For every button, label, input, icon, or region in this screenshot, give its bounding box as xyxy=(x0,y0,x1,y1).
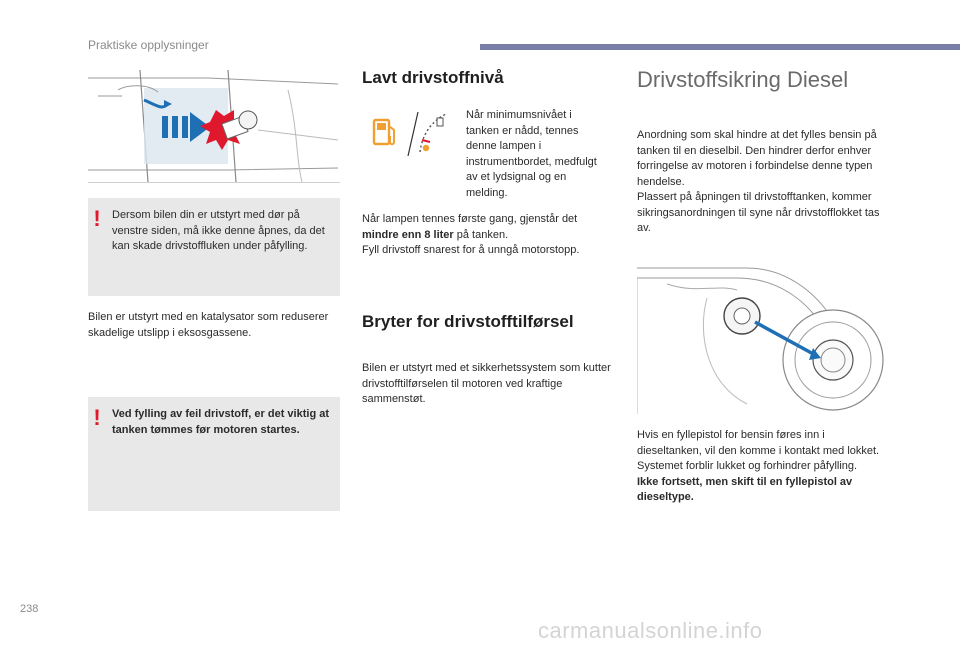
first-lit-text xyxy=(362,212,612,259)
diesel-guard-para1: Anordning som skal hindre at det fylles bensin på tanken til en dieselbil. Den hindrer derfor enhver forringelse av motoren i forbindelse denne typen hendelse. xyxy=(637,129,877,188)
fuel-gauge-icon xyxy=(420,114,446,152)
door-warning-box xyxy=(88,198,340,296)
watermark: carmanualsonline.info xyxy=(538,618,763,643)
remaining-liters: mindre enn 8 liter xyxy=(362,228,454,241)
wrong-fuel-warning-box xyxy=(88,397,340,511)
warning-exclamation-icon: ! xyxy=(93,206,101,231)
diesel-filler-illustration xyxy=(637,264,889,414)
petrol-nozzle-text xyxy=(637,428,889,506)
petrol-nozzle-para: Hvis en fyllepistol for bensin føres inn i dieseltanken, vil den komme i kontakt med lokket. Systemet forblir lukket og forhindrer påfylling. xyxy=(637,429,880,472)
wrong-fuel-warning-text: Ved fylling av feil drivstoff, er det viktig at tanken tømmes før motoren startes. xyxy=(112,408,329,436)
diesel-guard-heading: Drivstoffsikring Diesel xyxy=(637,67,849,92)
diesel-guard-description xyxy=(637,128,889,237)
fuel-cutoff-heading: Bryter for drivstofftilførsel xyxy=(362,312,574,331)
warning-exclamation-icon: ! xyxy=(93,405,101,430)
first-lit-b: på tanken. xyxy=(453,228,509,241)
diesel-guard-para2: Plassert på åpningen til drivstofftanken, kommer sikringsanordningen til syne når drivstofflokket tas av. xyxy=(637,191,880,234)
lamp-description: Når minimumsnivået i tanken er nådd, tennes denne lampen i instrumentbordet, medfulgt av et lydsignal og en melding. xyxy=(466,109,597,199)
low-fuel-lamp-icons xyxy=(370,108,452,166)
section-title: Praktiske opplysninger xyxy=(88,38,209,52)
use-diesel-nozzle-note: Ikke fortsett, men skift til en fyllepistol av dieseltype. xyxy=(637,475,853,503)
fuel-pump-icon xyxy=(374,120,394,144)
refill-advice: Fyll drivstoff snarest for å unngå motorstopp. xyxy=(362,244,580,256)
page-number: 238 xyxy=(20,603,39,615)
low-fuel-heading: Lavt drivstoffnivå xyxy=(362,68,504,87)
fuel-door-illustration xyxy=(88,70,340,183)
door-warning-text: Dersom bilen din er utstyrt med dør på venstre siden, må ikke denne åpnes, da det kan skade drivstoffluken under påfylling. xyxy=(112,209,325,252)
fuel-cutoff-text: Bilen er utstyrt med et sikkerhetssystem som kutter drivstofftilførselen til motoren ved kraftige sammenstøt. xyxy=(362,362,611,405)
catalyst-text: Bilen er utstyrt med en katalysator som reduserer skadelige utslipp i eksosgassene. xyxy=(88,311,329,339)
header-accent-bar xyxy=(480,44,960,50)
first-lit-a: Når lampen tennes første gang, gjenstår det xyxy=(362,213,578,225)
